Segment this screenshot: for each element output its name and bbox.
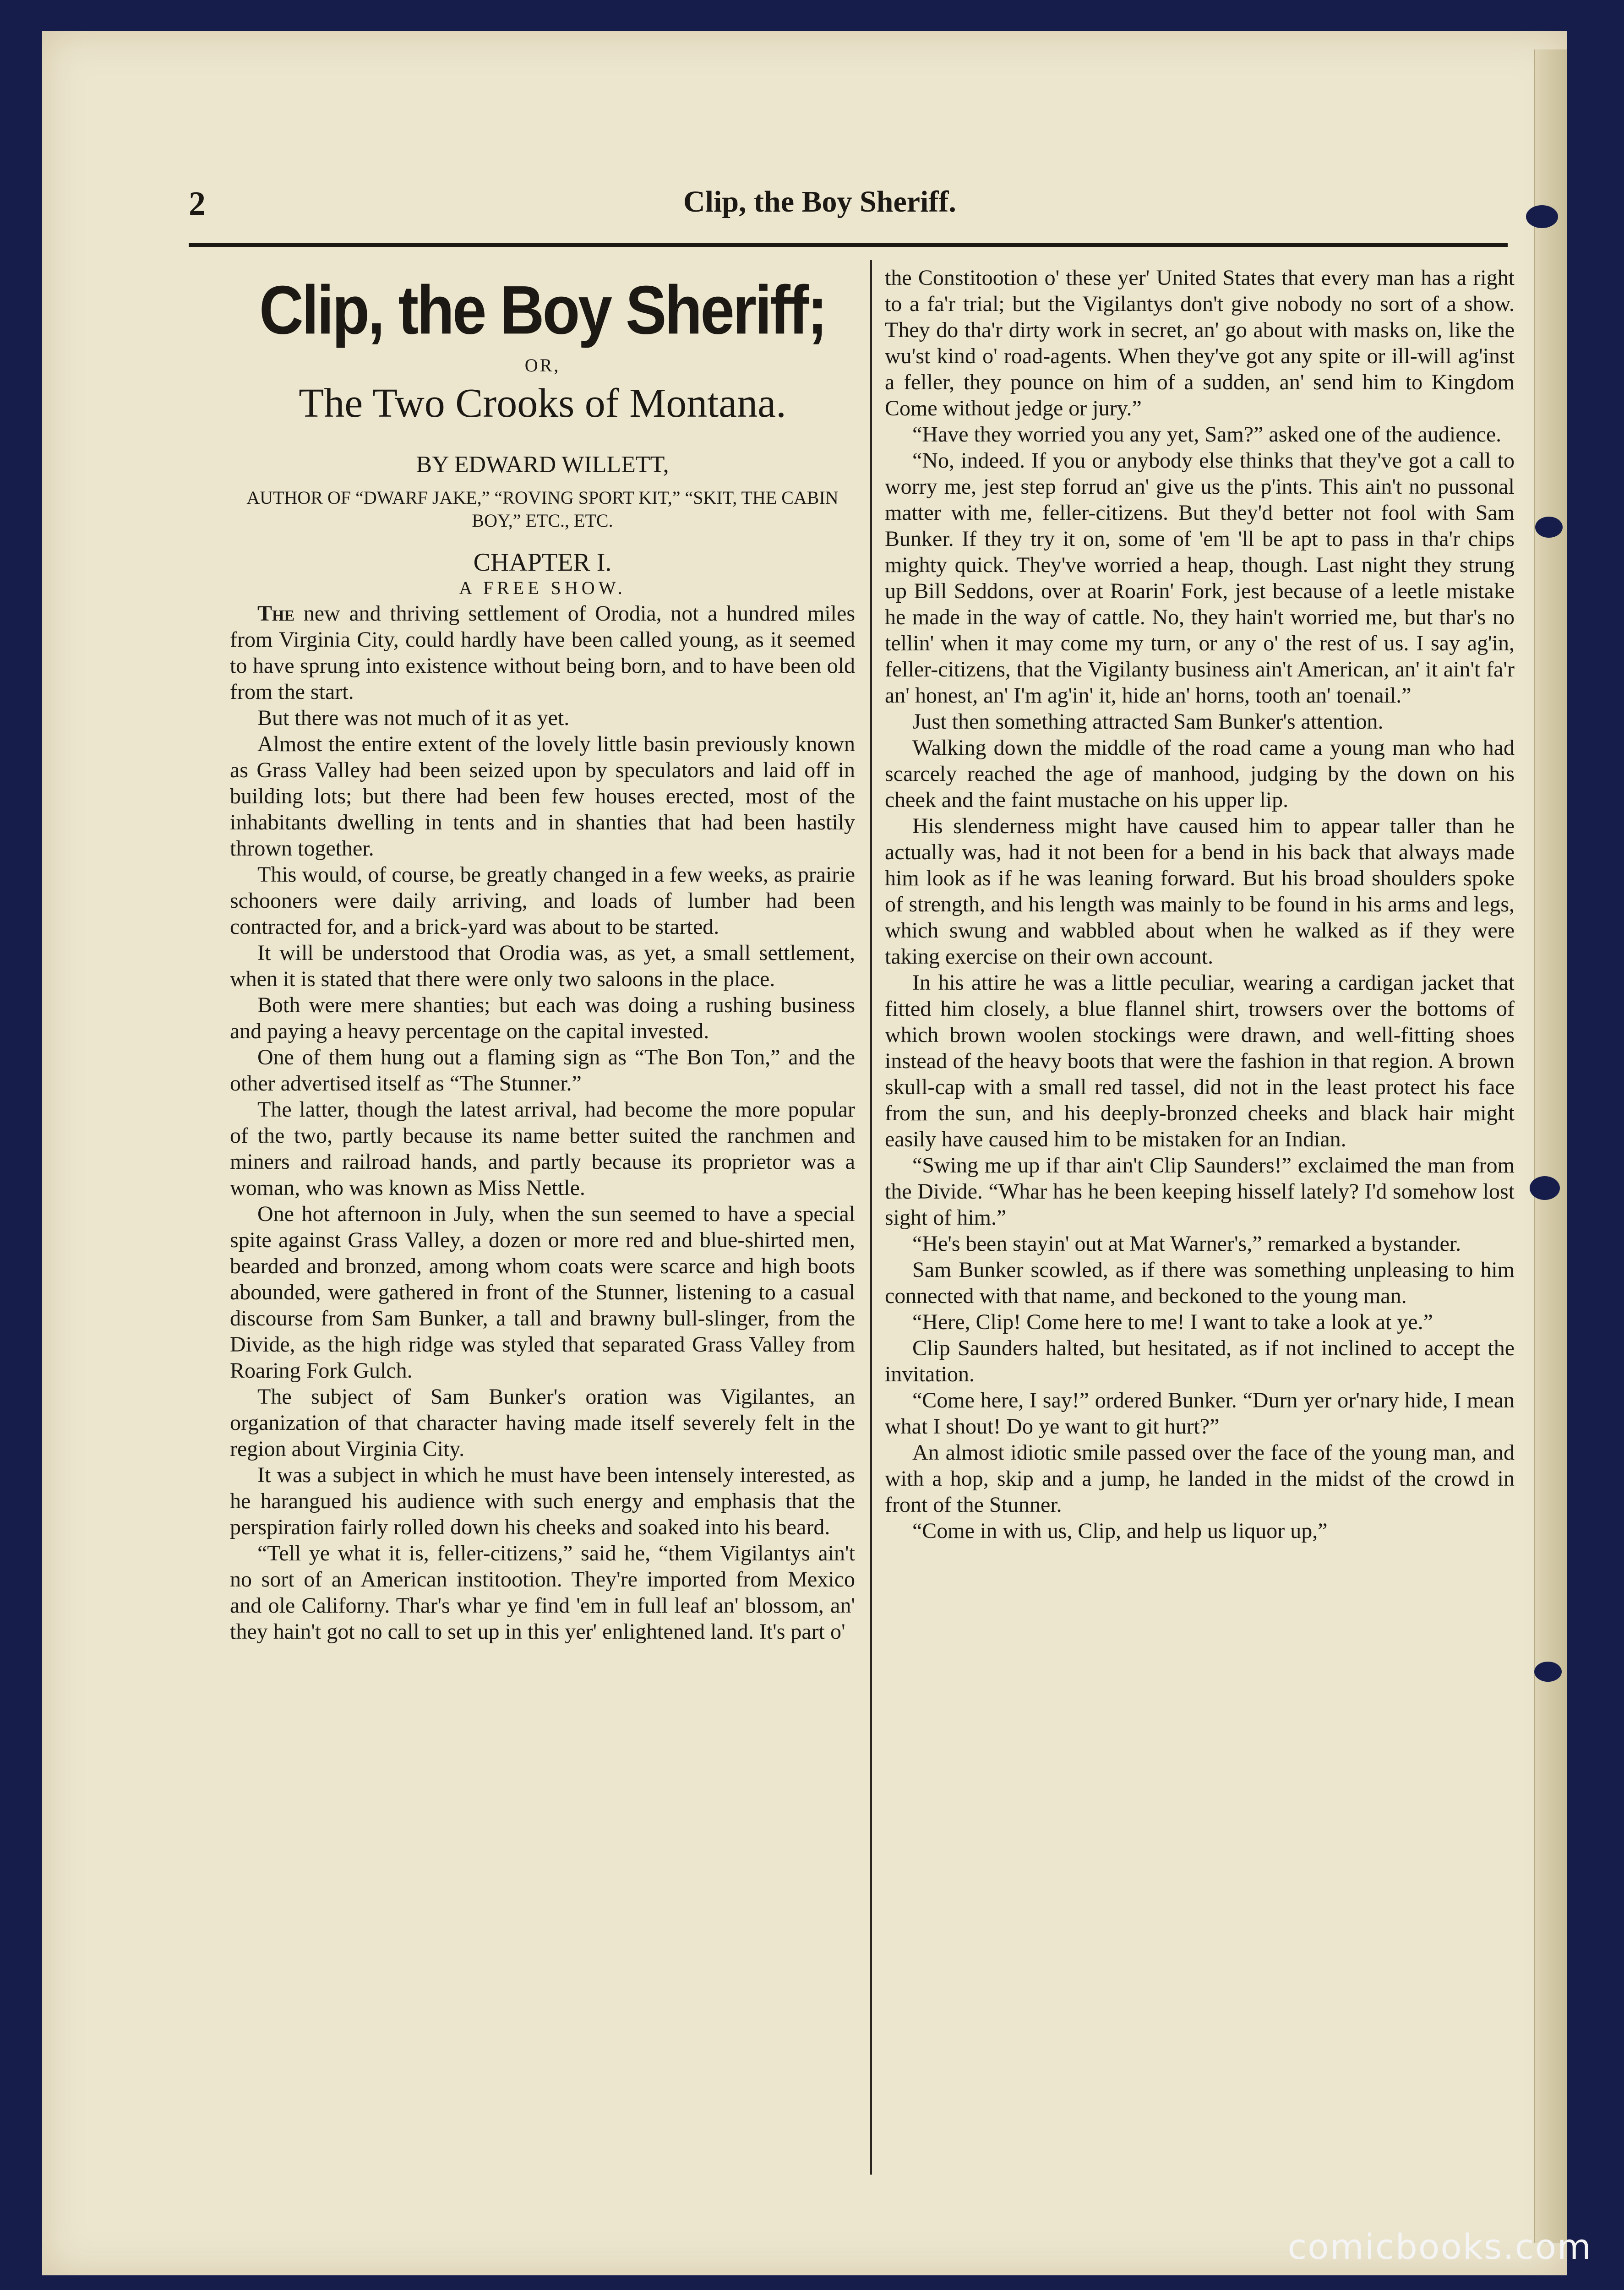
paragraph: It will be understood that Orodia was, as yet, a small settlement, when it is stated that there were only two saloons in the place. (230, 941, 855, 991)
story-title: Clip, the Boy Sheriff; (259, 272, 826, 349)
story-subtitle: The Two Crooks of Montana. (299, 381, 786, 426)
paragraph: An almost idiotic smile passed over the face of the young man, and with a hop, skip and a jump, he landed in the midst of the crowd in front of the Stunner. (885, 1440, 1515, 1517)
paragraph: “Tell ye what it is, feller-citizens,” said he, “them Vigilantys ain't no sort of an American institootion. They're imported from Mexico and ole Californy. Thar's whar ye find 'em in full leaf an' blossom, an' they hain't got no call to set up in this yer' enlightened land. It's part o' (230, 1541, 855, 1644)
paragraph: In his attire he was a little peculiar, wearing a cardigan jacket that fitted him closely, a blue flannel shirt, trowsers over the bottoms of which brown woolen stockings were drawn, and well-fitting shoes instead of the heavy boots that were the fashion in that region. A brown skull-cap with a small red tassel, did not in the least protect his face from the sun, and his deeply-bronzed cheeks and black hair might easily have caused him to be mistaken for an Indian. (885, 971, 1515, 1151)
site-watermark: comicbooks.com (1287, 2226, 1592, 2267)
paragraph: His slenderness might have caused him to appear taller than he actually was, had it not been for a bend in his back that always made him look as if he was leaning forward. But his broad shoulders spoke of strength, and his length was mainly to be found in his arms and legs, which swung and wabbled about when he walked as if they were taking exercise on their own account. (885, 814, 1515, 969)
left-column (230, 265, 855, 2170)
paragraph: Just then something attracted Sam Bunker's attention. (912, 709, 1384, 734)
torn-edge-mark (1534, 1662, 1562, 1682)
running-title: Clip, the Boy Sheriff. (683, 185, 956, 218)
torn-edge-mark (1530, 1176, 1560, 1200)
page-spine-edge (1534, 49, 1567, 2243)
left-column-text (230, 600, 855, 1645)
paragraph (230, 600, 855, 705)
paragraph-lead-word: The (257, 601, 295, 626)
paragraph: “Swing me up if thar ain't Clip Saunders!” exclaimed the man from the Divide. “Whar has he been keeping hisself lately? I'd somehow lost sight of him.” (885, 1153, 1515, 1230)
torn-edge-mark (1535, 517, 1563, 538)
paragraph: It was a subject in which he must have been intensely interested, as he harangued his audience with such energy and emphasis that the perspiration fairly rolled down his cheeks and soaked into his beard. (230, 1463, 855, 1539)
paragraph: “No, indeed. If you or anybody else thinks that they've got a call to worry me, jest step forrud an' give us the p'ints. This ain't no pussonal matter with me, feller-citizens. But they'd better not fool with Sam Bunker. If they try it on, some of 'em 'll be apt to pass in tha'r chips mighty quick. They've worried a heap, though. Last night they strung up Bill Seddons, over at Roarin' Fork, jest because of a leetle mistake he made in the way of cattle. No, they hain't worried me, but thar's no tellin' when it may come my turn, or any o' the rest of us. I say ag'in, feller-citizens, that the Vigilanty business ain't American, an' it ain't fa'r an' honest, an' I'm ag'in' it, hide an' horns, tooth an' toenail.” (885, 448, 1515, 708)
page-number: 2 (189, 185, 206, 223)
paragraph: The latter, though the latest arrival, had become the more popular of the two, partly because its name better suited the ranchmen and miners and railroad hands, and partly because its proprietor was a woman, who was known as Miss Nettle. (230, 1097, 855, 1200)
header-rule (189, 243, 1508, 247)
chapter-title: A FREE SHOW. (459, 578, 626, 598)
magazine-page (42, 31, 1567, 2275)
paragraph: This would, of course, be greatly changed in a few weeks, as prairie schooners were daily arriving, and loads of lumber had been contracted for, and a brick-yard was about to be started. (230, 862, 855, 939)
paragraph: But there was not much of it as yet. (257, 706, 570, 730)
paragraph: One of them hung out a flaming sign as “The Bon Ton,” and the other advertised itself as “The Stunner.” (230, 1045, 855, 1096)
story-or-line: OR, (524, 355, 561, 376)
paragraph: the Constitootion o' these yer' United States that every man has a right to a fa'r trial; but the Vigilantys don't give nobody no sort of a show. They do tha'r dirty work in secret, an' go about with masks on, like the wu'st kind o' road-agents. When they've got any spite or ill-will ag'inst a feller, they pounce on him of a sudden, an' send him to Kingdom Come without jedge or jury.” (885, 266, 1515, 420)
paragraph: Walking down the middle of the road came a young man who had scarcely reached the age of manhood, judging by the down on his cheek and the faint mustache on his upper lip. (885, 736, 1515, 812)
paragraph: “Come here, I say!” ordered Bunker. “Durn yer or'nary hide, I mean what I shout! Do ye want to git hurt?” (885, 1388, 1515, 1439)
column-divider (870, 260, 872, 2175)
paragraph: Clip Saunders halted, but hesitated, as if not inclined to accept the invitation. (885, 1336, 1515, 1386)
paragraph: “Here, Clip! Come here to me! I want to take a look at ye.” (912, 1310, 1433, 1334)
author-byline: BY EDWARD WILLETT, (416, 452, 669, 478)
running-head (189, 185, 1508, 230)
paragraph: “Come in with us, Clip, and help us liquor up,” (912, 1519, 1328, 1543)
paragraph: The subject of Sam Bunker's oration was Vigilantes, an organization of that character having made itself severely felt in the region about Virginia City. (230, 1385, 855, 1461)
paragraph: Both were mere shanties; but each was doing a rushing business and paying a heavy percentage on the capital invested. (230, 993, 855, 1043)
paragraph: Almost the entire extent of the lovely little basin previously known as Grass Valley had been seized upon by speculators and laid off in building lots; but there had been few houses erected, most of the inhabitants dwelling in tents and in shanties that had been hastily thrown together. (230, 732, 855, 861)
paragraph: “He's been stayin' out at Mat Warner's,” remarked a bystander. (912, 1232, 1461, 1256)
paragraph-text: new and thriving settlement of Orodia, not a hundred miles from Virginia City, could hardly have been called young, as it seemed to have sprung into existence without being born, and to have been old from the start. (230, 601, 855, 704)
author-works: AUTHOR OF “DWARF JAKE,” “ROVING SPORT KIT,” “SKIT, THE CABIN BOY,” ETC., ETC. (246, 487, 839, 531)
paragraph: “Have they worried you any yet, Sam?” asked one of the audience. (912, 422, 1502, 447)
torn-edge-mark (1526, 205, 1558, 228)
chapter-heading: CHAPTER I. (473, 548, 612, 577)
paragraph: One hot afternoon in July, when the sun seemed to have a special spite against Grass Valley, a dozen or more red and blue-shirted men, bearded and bronzed, among whom coats were scarce and high boots abounded, were gathered in front of the Stunner, listening to a casual discourse from Sam Bunker, a tall and brawny bull-slinger, from the Divide, as the high ridge was styled that separated Grass Valley from Roaring Fork Gulch. (230, 1202, 855, 1383)
paragraph: Sam Bunker scowled, as if there was something unpleasing to him connected with that name, and beckoned to the young man. (885, 1258, 1515, 1308)
right-column (885, 265, 1515, 2170)
right-column-text (885, 265, 1515, 1544)
